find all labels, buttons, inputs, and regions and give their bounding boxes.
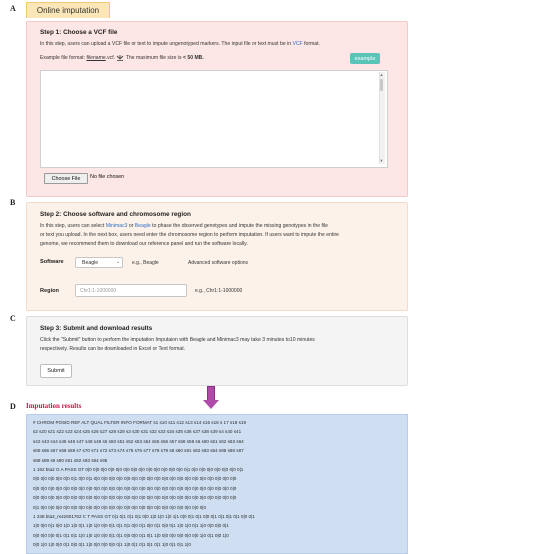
panel-letter-d: D [10,402,16,411]
scroll-up-icon[interactable]: ▲ [379,72,384,77]
software-select-value: Beagle [82,259,99,266]
chevron-down-icon: ⌄ [116,259,121,265]
region-hint: e.g., Chr1:1-1000000 [195,288,243,294]
step3-title: Step 3: Submit and download results [40,325,153,332]
example-ext: .vcf. [105,55,116,61]
step3-desc-line2: respectively. Results can be downloaded in Excel or Text format. [40,346,186,352]
result-line: # CHROM POSID REF ALT QUAL FILTER INFO FORMAT s1 s10 s11 s12 s13 s14 s15 s16 s 17 s18 s19 [33,420,247,425]
result-line: s65 s66 s67 s68 s69 s7 s70 s71 s72 s73 s74 s75 s76 s77 s78 s79 s8 s80 s81 s82 s83 s84 s85 s86 s87 [33,448,244,454]
region-label: Region [40,288,59,294]
size-value: < 50 MB. [182,55,204,61]
scrollbar-thumb[interactable] [380,79,383,91]
example-button[interactable]: example [350,53,380,64]
step1-desc-end: format. [302,41,320,47]
vcf-text-input[interactable] [40,70,388,168]
step2-desc-text-b: or [127,223,135,229]
step2-desc-line1 [40,222,405,231]
down-arrow-head [203,400,219,409]
results-title: Imputation results [26,402,82,410]
step3-desc-line1: Click the "Submit" button to perform the imputation Imputaion with Beagle and Minimac3 may take 3 minutes to10 minutes [40,337,315,343]
example-filename[interactable]: filename [86,55,106,61]
example-format-label: Example file format: [40,55,87,61]
panel-letter-b: B [10,198,16,207]
result-line: s88 s89 s9 s90 s91 s92 s93 s94 s95 [33,457,108,463]
result-line: 0|0 1|0 1|0 0|0 0|1 0|0 0|1 1|0 0|0 0|0 0|0 0|1 1|0 0|1 0|1 0|1 0|1 1|0 0|1 0|1 1|0 [33,542,191,548]
panel-letter-a: A [10,4,16,13]
tab-online-imputation[interactable]: Online imputation [26,2,110,18]
result-line: 0|1 0|0 0|0 0|0 0|0 0|0 0|0 0|0 0|0 0|0 0|0 0|0 0|0 0|0 0|0 0|0 0|0 0|0 0|0 0|0 0|0 0|0 0|0 [33,504,207,510]
step2-desc-text-c: to phase the observed genotypes and impute the missing genotypes in the file [150,223,328,229]
step2-desc-text-a: In this step, users can select [40,223,106,229]
step2-title: Step 2: Choose software and chromosome region [40,211,191,218]
submit-button[interactable]: Submit [40,364,72,378]
region-placeholder: Chr1:1-1000000 [80,288,117,294]
minimac3-link[interactable]: Minimac3 [105,223,128,229]
software-label: Software [40,259,64,265]
result-line: 0|0 0|0 0|0 0|0 0|0 0|0 0|0 0|0 0|0 0|0 0|0 0|0 0|0 0|0 0|0 0|0 0|0 0|0 0|0 0|0 0|0 0|0 0|0 0|0 0|0 0|0 0|0 [33,495,237,501]
result-line: 0|0 0|0 0|0 0|0 0|0 0|1 0|0 0|1 0|0 0|0 0|0 0|0 0|0 0|0 0|0 0|0 0|0 0|0 0|0 0|0 0|0 0|0 0|0 0|0 0|0 0|0 0|0 [33,476,237,482]
advanced-software-options-link[interactable]: Advanced software options [188,260,249,266]
step1-title: Step 1: Choose a VCF file [40,29,118,36]
step1-description [40,40,400,49]
result-line: s2 s20 s21 s22 s23 s24 s25 s26 s27 s28 s29 s3 s30 s31 s32 s33 s34 s35 s36 s37 s38 s39 s4 s40 s41 [33,429,242,435]
result-line: 1|0 0|0 0|1 0|0 1|0 1|0 0|1 1|0 1|0 0|0 0|1 0|1 0|1 0|0 0|1 0|0 0|1 0|0 0|1 1|0 1|0 0|1 1|0 0|0 0|0 0|1 [33,523,229,529]
result-line: 0|0 0|0 0|0 0|0 0|0 0|0 0|0 0|0 0|0 0|0 0|0 0|0 0|0 0|0 0|0 0|0 0|0 0|0 0|0 0|0 0|0 0|0 0|0 0|0 0|0 0|0 0|0 [33,485,237,491]
panel-letter-c: C [10,314,16,323]
example-format-line [40,54,204,63]
step2-desc-line2: or text you upload. In the next box, users need enter the chromosome region to perform imputation. If users want to impute the entire [40,232,339,238]
result-line: 0|0 0|0 0|0 0|1 0|1 0|1 1|0 1|0 1|0 0|0 0|1 0|1 0|0 0|0 0|1 0|1 1|0 0|0 0|0 0|0 0|0 0|0 1|0 0|1 0|0 1|0 [33,532,229,538]
result-line: 1 192 bta2 G A PASS GT 0|0 0|0 0|0 0|0 0|0 0|0 0|0 0|0 0|0 0|0 0|0 0|0 0|0 0|1 0|0 0|0 0|0 0|0 0|0 0|0 0|1 [33,467,244,472]
software-hint: e.g., Beagle [132,260,159,266]
result-line: 1 238 bta2_rs42601762 C T PASS GT 0|1 0|1 0|1 0|1 0|0 1|0 1|0 1|0 1|1 0|0 0|1 0|1 0|0 0|1 0|1 0|1 0|1 0|0 0|1 [33,514,255,519]
size-note: The maximum file size is [124,55,183,61]
result-line: s42 s43 s44 s45 s46 s47 s48 s49 s5 s50 s51 s52 s53 s54 s55 s56 s57 s58 s59 s6 s60 s61 s62 s63 s64 [33,438,244,444]
choose-file-button[interactable]: Choose File [44,173,88,184]
step1-desc-text: In this step, users can upload a VCF file or text to impute ungenotyped markers. The input file or text must be in [40,41,293,47]
scroll-down-icon[interactable]: ▼ [379,158,384,163]
no-file-chosen: No file chosen [90,174,125,180]
step2-desc-line3: genome, we recommend them to download our reference panel and run the software locally. [40,241,248,247]
beagle-link[interactable]: Beagle [134,223,151,229]
vcf-link[interactable]: VCF [292,41,303,47]
